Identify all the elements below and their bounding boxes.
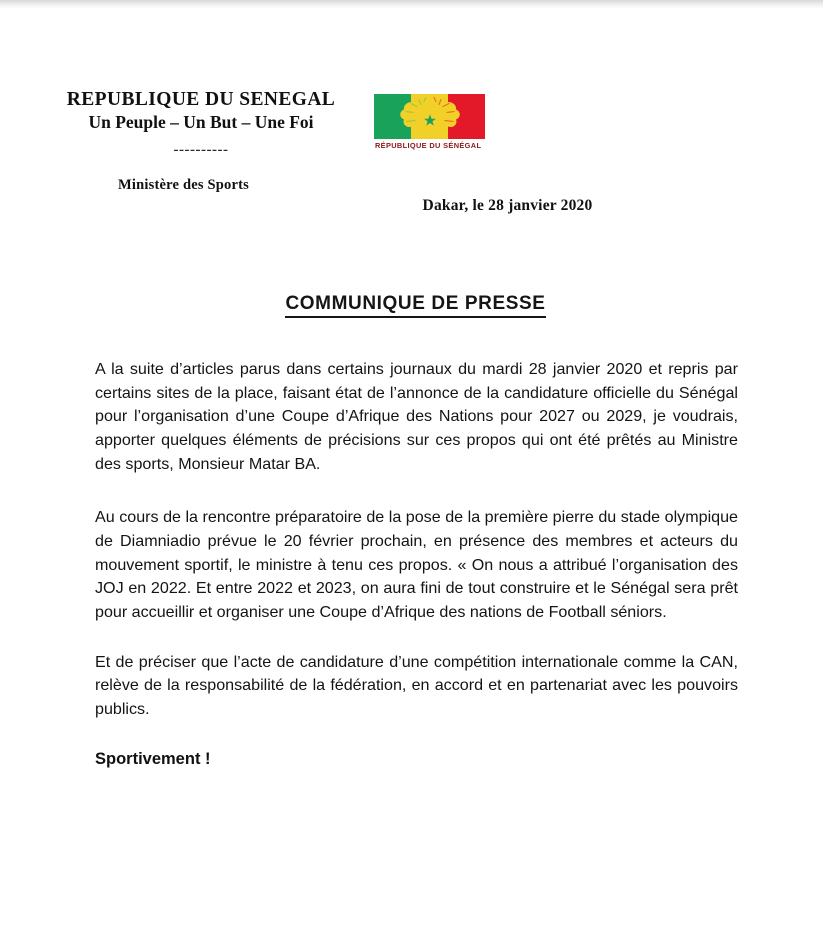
- paragraph-1: A la suite d’articles parus dans certains journaux du mardi 28 janvier 2020 et repris par certains sites de la place, faisant état de l’annonce de la candidature officielle du Sénégal pour l’organisation d’une Coupe d’Afrique des Nations pour 2027 ou 2029, je voudrais, apporter quelques éléments de précisions sur ces propos qui ont été prêtés au Ministre des sports, Monsieur Matar BA.: [95, 360, 738, 473]
- flag-icon: [374, 94, 485, 139]
- letterhead-divider: ----------: [173, 141, 229, 158]
- document-body: [95, 358, 738, 771]
- document-title-text: COMMUNIQUE DE PRESSE: [285, 293, 545, 318]
- paragraph-3: Et de préciser que l’acte de candidature d’une compétition internationale comme la CAN, relève de la responsabilité de la fédération, en accord et en partenariat avec les pouvoirs publics.: [95, 652, 738, 718]
- letterhead-text-block: [66, 88, 336, 158]
- national-motto: Un Peuple – Un But – Une Foi: [88, 112, 314, 132]
- letterhead: [0, 88, 823, 198]
- emblem-caption: RÉPUBLIQUE DU SÉNÉGAL: [375, 141, 482, 150]
- dateline-text: Dakar, le 28 janvier 2020: [422, 197, 593, 214]
- signoff: Sportivement !: [95, 749, 211, 768]
- republic-title: REPUBLIQUE DU SENEGAL: [66, 89, 336, 110]
- dateline: [0, 197, 823, 215]
- senegal-flag-emblem: [374, 94, 485, 150]
- baobab-tree-icon: [393, 94, 467, 139]
- paragraph-2: Au cours de la rencontre préparatoire de la pose de la première pierre du stade olympique de Diamniadio prévue le 20 février prochain, en présence des membres et acteurs du mouvement sportif, le ministre à tenu ces propos. « On nous a attribué l’organisation des JOJ en 2022. Et entre 2022 et 2023, on aura fini de tout construire et le Sénégal sera prêt pour accueillir et organiser une Coupe d’Afrique des nations de Football séniors.: [95, 508, 738, 621]
- document-title: [0, 293, 823, 315]
- ministry-name: Ministère des Sports: [118, 177, 250, 193]
